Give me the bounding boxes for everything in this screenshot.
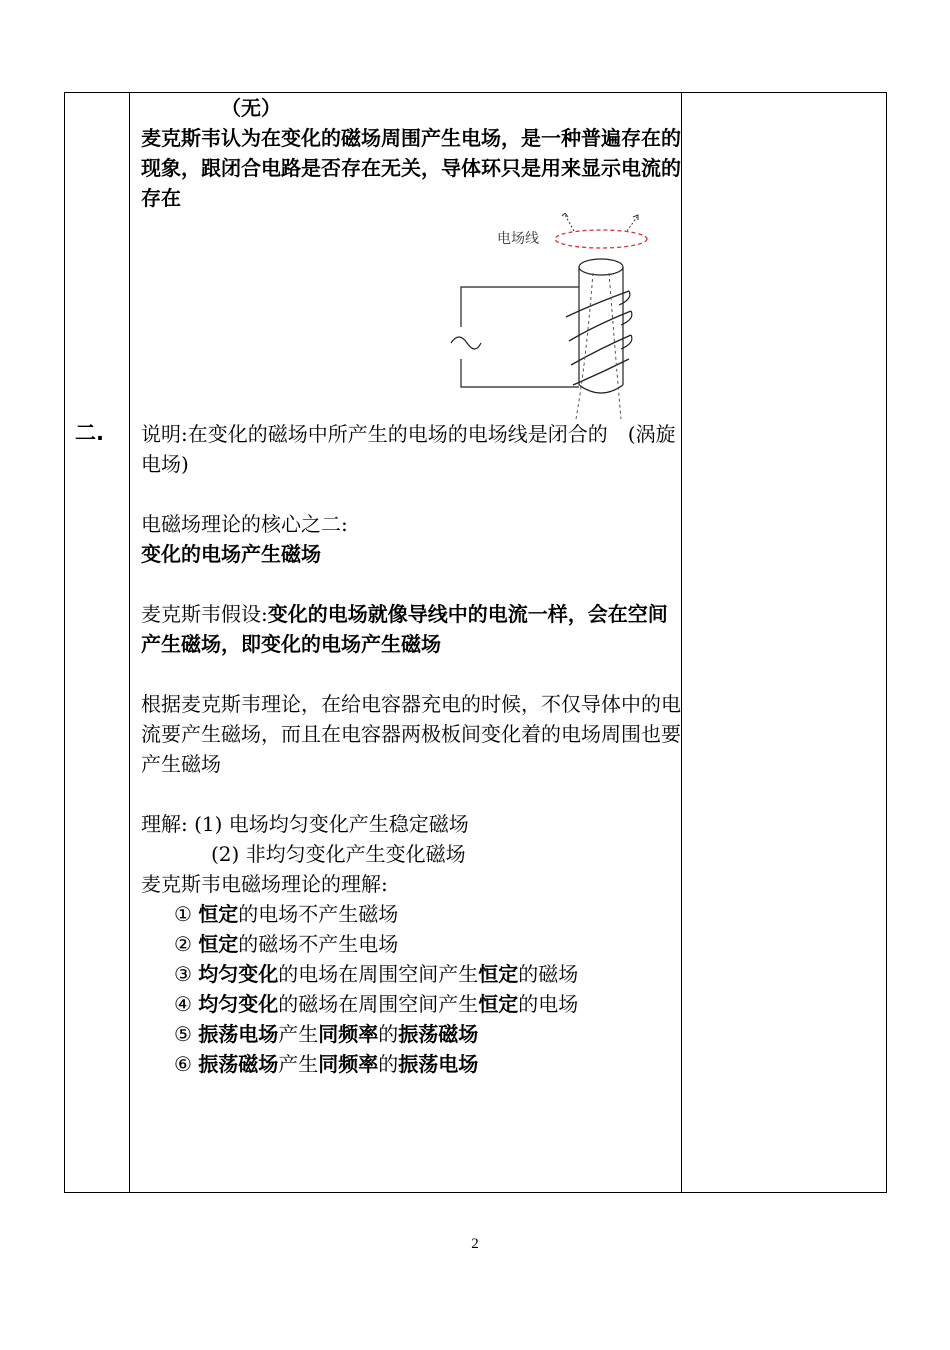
column-divider [681, 93, 682, 1192]
list-item: ② 恒定的磁场不产生电场 [174, 932, 399, 956]
solenoid-figure [141, 213, 681, 419]
list-item: ⑤ 振荡电场产生同频率的振荡磁场 [174, 1022, 479, 1046]
list-item: ④ 均匀变化的磁场在周围空间产生恒定的电场 [174, 992, 579, 1016]
ac-source-icon [451, 337, 481, 349]
solenoid-diagram [441, 213, 681, 419]
column-divider [129, 93, 130, 1192]
arrow-icon [562, 213, 568, 217]
lesson-table [64, 92, 887, 1193]
list-item: ① 恒定的电场不产生磁场 [174, 902, 399, 926]
none-label: （无） [221, 96, 281, 120]
list-item: ③ 均匀变化的电场在周围空间产生恒定的磁场 [174, 962, 579, 986]
hypothesis-text: 变化的电场就像导线中的电流一样，会在空间产生磁场，即变化的电场产生磁场 [141, 602, 668, 656]
capacitor-paragraph: 根据麦克斯韦理论，在给电容器充电的时候，不仅导体中的电流要产生磁场，而且在电容器两极板间变化着的电场周围也要产生磁场 [141, 692, 681, 776]
field-loop [555, 230, 647, 248]
list-item: ⑥ 振荡磁场产生同频率的振荡电场 [174, 1052, 479, 1076]
core2-title: 变化的电场产生磁场 [141, 542, 321, 566]
understanding-line-2: (2) 非均匀变化产生变化磁场 [211, 842, 466, 866]
figure-label: 电场线 [497, 231, 539, 247]
understanding-line-1: 理解: (1) 电场均匀变化产生稳定磁场 [141, 812, 469, 836]
hypothesis-label: 麦克斯韦假设: [141, 602, 268, 626]
arrow-icon [627, 217, 637, 231]
section-number: 二. [75, 421, 104, 445]
theory-understanding-heading: 麦克斯韦电磁场理论的理解: [141, 872, 388, 896]
arrow-icon [565, 215, 574, 231]
main-content [141, 93, 681, 1079]
page-number: 2 [471, 1236, 479, 1252]
core2-intro: 电磁场理论的核心之二: [141, 512, 348, 536]
explanation-text: 说明:在变化的磁场中所产生的电场的电场线是闭合的 (涡旋电场) [141, 422, 676, 476]
hypothesis-paragraph [141, 599, 681, 659]
maxwell-view-text: 麦克斯韦认为在变化的磁场周围产生电场，是一种普遍存在的现象，跟闭合电路是否存在无关，导体环只是用来显示电流的存在 [141, 126, 681, 210]
